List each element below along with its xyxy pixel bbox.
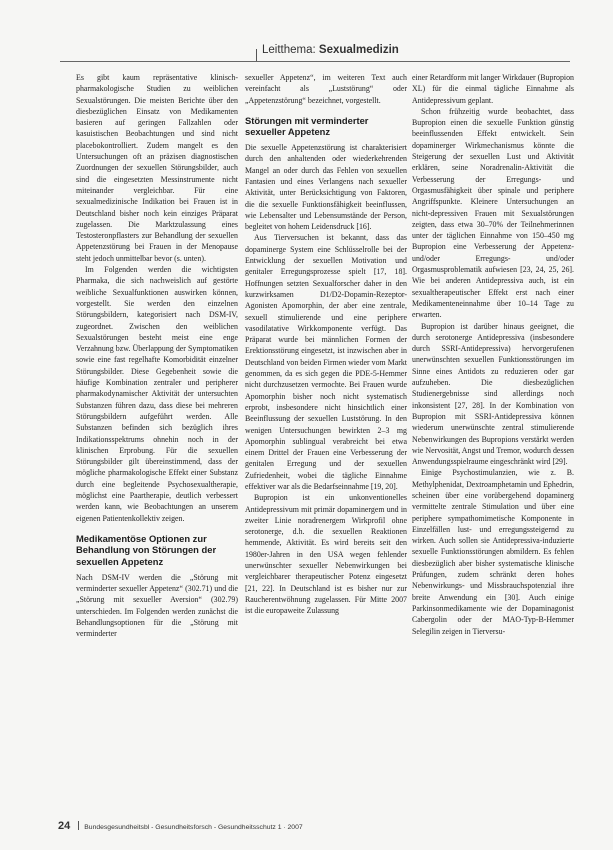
header-section-topic: Sexualmedizin xyxy=(318,44,399,56)
section-heading: Medikamentöse Optionen zur Behandlung von Störungen der sexuellen Appetenz xyxy=(76,532,217,568)
footer-divider xyxy=(78,821,79,830)
paragraph: Nach DSM-IV werden die „Störung mit verminderter sexueller Appetenz“ (302.71) und die „Störung mit sexueller Aversion“ (302.79) unterschieden. Im Folgenden werden zunächst die Behandlungsoptionen für die „Störung mit verminderter xyxy=(76,572,238,639)
section-heading: Störungen mit verminderter sexueller Appetenz xyxy=(245,114,369,138)
paragraph: Schon frühzeitig wurde beobachtet, dass Bupropion einen die sexuelle Funktion günstig beeinflussenden Effekt entwickelt. Sein dopaminerger Wirkmechanismus könnte die Steigerung der sexuellen Lust und Aktivität erklären, seine Noradrenalin-Aktivität die Verbesserung der Erregungs- und Orgasmusfähigkeit über spinale und periphere Angriffspunkte. Kleinere Untersuchungen an nicht-depressiven Frauen mit Sexualstörungen zeigten, dass etwa 30–70% der Teilnehmerinnen unter der täglichen Einnahme von 150–450 mg Bupropion eine Verbesserung der Appetenz- und/oder Erregungs- und/oder Orgasmusproblematik aufwiesen [23, 24, 25, 26]. Wie bei anderen Antidepressiva auch, ist ein sexualtherapeutischer Effekt erst nach einer Medikamenteneinnahme über 10–14 Tage zu erwarten. xyxy=(412,106,574,320)
text-column-2 xyxy=(245,72,407,617)
paragraph: einer Retardform mit langer Wirkdauer (Bupropion XL) für die einmal tägliche Einnahme als Antidepressivum geplant. xyxy=(412,73,574,105)
paragraph: Die sexuelle Appetenzstörung ist charakterisiert durch den anhaltenden oder wiederkehrenden Mangel an oder durch das Fehlen von sexuellen Fantasien und eines Verlangens nach sexueller Aktivität, unter Berücksichtigung von Faktoren, die die sexuelle Funktionsfähigkeit beeinflussen, wie Lebensalter und Lebensumstände der Person, begleitet von hohem Leidensdruck [16]. xyxy=(245,143,407,232)
journal-citation: Bundesgesundheitsbl - Gesundheitsforsch - Gesundheitsschutz 1 · 2007 xyxy=(84,824,303,831)
header-rule xyxy=(60,61,570,62)
paragraph: Im Folgenden werden die wichtigsten Pharmaka, die sich nachweislich auf gestörte weibliche Sexualfunktionen auswirken können, vorgestellt. Sie werden den einzelnen Störungsbildern, kategorisiert nach DSM-IV, zugeordnet. Zwischen den weiblichen Sexualstörungen besteht meist eine enge Verzahnung bzw. Überlappung der Symptomatiken sowie eine fast regelhafte Komorbidität einzelner Störungsbilder. Diese Gegebenheit sowie die häufige Kombination zentraler und peripherer pharmakodynamischer Aktivität der untersuchten Substanzen führen dazu, dass diese bei mehreren Störungsbildern aufgeführt werden. Alle Substanzen befinden sich bezüglich ihres Indikationsspektrums ohnehin noch in der klinischen Erprobung. Für die sexuellen Störungsbilder gilt übereinstimmend, dass der mögliche pharmakologische Effekt einer Substanz durch eine begleitende Psychosexualtherapie, möglichst eine Paartherapie, deutlich verbessert werden kann, wie Beobachtungen an unserem eigenen Patientenkollektiv zeigen. xyxy=(76,265,238,523)
header-section-label: Leitthema: xyxy=(262,44,316,56)
paragraph: Aus Tierversuchen ist bekannt, dass das dopaminerge System eine Schlüsselrolle bei der Entwicklung der sexuellen Motivation und genitaler Erregungsprozesse spielt [17, 18]. Hoffnungen setzten Sexualforscher daher in den kurzwirksamen D1/D2-Dopamin-Rezeptor-Agonisten Apomorphin, der aber eine zentrale, sexuell stimulierende und eine periphere vasodilatative Wirkkomponente verfügt. Das Präparat wurde bei männlichen Formen der Erektionsstörung eingesetzt, ist inzwischen aber in Deutschland von beiden Firmen wieder vom Markt genommen, da es sich gegen die PDE-5-Hemmer nicht durchzusetzen vermochte. Bei Frauen wurde Apomorphin bisher noch nicht systematisch erprobt, insbesondere nicht hinsichtlich einer Beeinflussung der sexuellen Luststörung. In den wenigen Untersuchungen bewirkten 2–3 mg Apomorphin sublingual verabreicht bei etwa einem Drittel der Frauen eine Verbesserung der genitalen Erregung und der sexuellen Zufriedenheit, wobei die tägliche Einnahme effektiver war als die Bedarfseinnahme [19, 20]. xyxy=(245,233,407,491)
text-column-1 xyxy=(76,72,238,639)
running-header xyxy=(262,44,399,56)
page-footer xyxy=(58,816,303,834)
text-column-3 xyxy=(412,72,574,637)
paragraph: Es gibt kaum repräsentative klinisch-pharmakologische Studien zu weiblichen Sexualstörungen. Die meisten Berichte über den diesbezüglichen Einsatz von Medikamenten basieren auf geringen Fallzahlen oder kasuistischen Beobachtungen und sind nicht placebokontrolliert. Zudem mangelt es den Untersuchungen oft an präzisen diagnostischen Zuordnungen der sexuellen Störungsbilder, auch sind die eingesetzten Messinstrumente nicht miteinander vergleichbar. Für eine sexualmedizinische Indikation bei Frauen ist in Deutschland bisher noch kein einziges Präparat zugelassen. Die Marktzulassung eines Testosteronpflasters zur Behandlung der sexuellen Appetenzstörung bei Frauen in der Menopause steht jedoch unmittelbar bevor (s. unten). xyxy=(76,73,238,263)
header-divider xyxy=(256,49,257,61)
paragraph: Bupropion ist darüber hinaus geeignet, die durch serotonerge Antidepressiva (insbesondere durch SSRI-Antidepressiva) hervorgerufenen unerwünschten sexuellen Funktionsstörungen im Sinne eines Antidots zu reduzieren oder gar aufzuheben. Die diesbezüglichen Studienergebnisse sind allerdings noch inkonsistent [27, 28]. In der Kombination von Bupropion mit SSRI-Antidepressiva können wiederum unerwünschte zentral stimulierende Nebenwirkungen des Bupropions verstärkt werden wie Nervosität, Angst und Tremor, wodurch dessen Anwendungsspielraume eingeschränkt wird [29]. xyxy=(412,321,574,467)
paragraph: sexueller Appetenz“, im weiteren Text auch vereinfacht als „Luststörung“ oder „Appetenzstörung“ bezeichnet, vorgestellt. xyxy=(245,73,407,105)
paragraph: Bupropion ist ein unkonventionelles Antidepressivum mit primär dopaminergem und in zweiter Linie noradrenergem Wirkprofil ohne serotonerge, d.h. die sexuellen Reaktionen hemmende, Aktivität. Es wird bereits seit den 1980er-Jahren in den USA wegen fehlender unerwünschter sexueller Nebenwirkungen bei vergleichbarer therapeutischer Potenz eingesetzt [21, 22]. In Deutschland ist es bisher nur zur Raucherentwöhnung zugelassen. Für Mitte 2007 ist die europaweite Zulassung xyxy=(245,493,407,616)
paragraph: Einige Psychostimulanzien, wie z. B. Methylphenidat, Dextroamphetamin und Ephedrin, scheinen über eine vorübergehend dopaminerg vermittelte zentrale Stimulation und über eine periphere sympathomimetische Komponente in Einzelfällen lust- und erregungssteigernd zu wirken. Auch sollen sie Antidepressiva-induzierte sexuelle Funktionsstörungen abmildern. Es fehlen diesbezüglich aber bisher systematische klinische Prüfungen, zudem schränkt deren hohes Nebenwirkungs- und Missbrauchspotenzial ihre breite Anwendung ein [30]. Auch einige Parkinsonmedikamente wie der Dopaminagonist Cabergolin oder der MAO-Typ-B-Hemmer Selegilin zeigen in Tierversu- xyxy=(412,468,574,636)
page-number: 24 xyxy=(58,820,71,832)
